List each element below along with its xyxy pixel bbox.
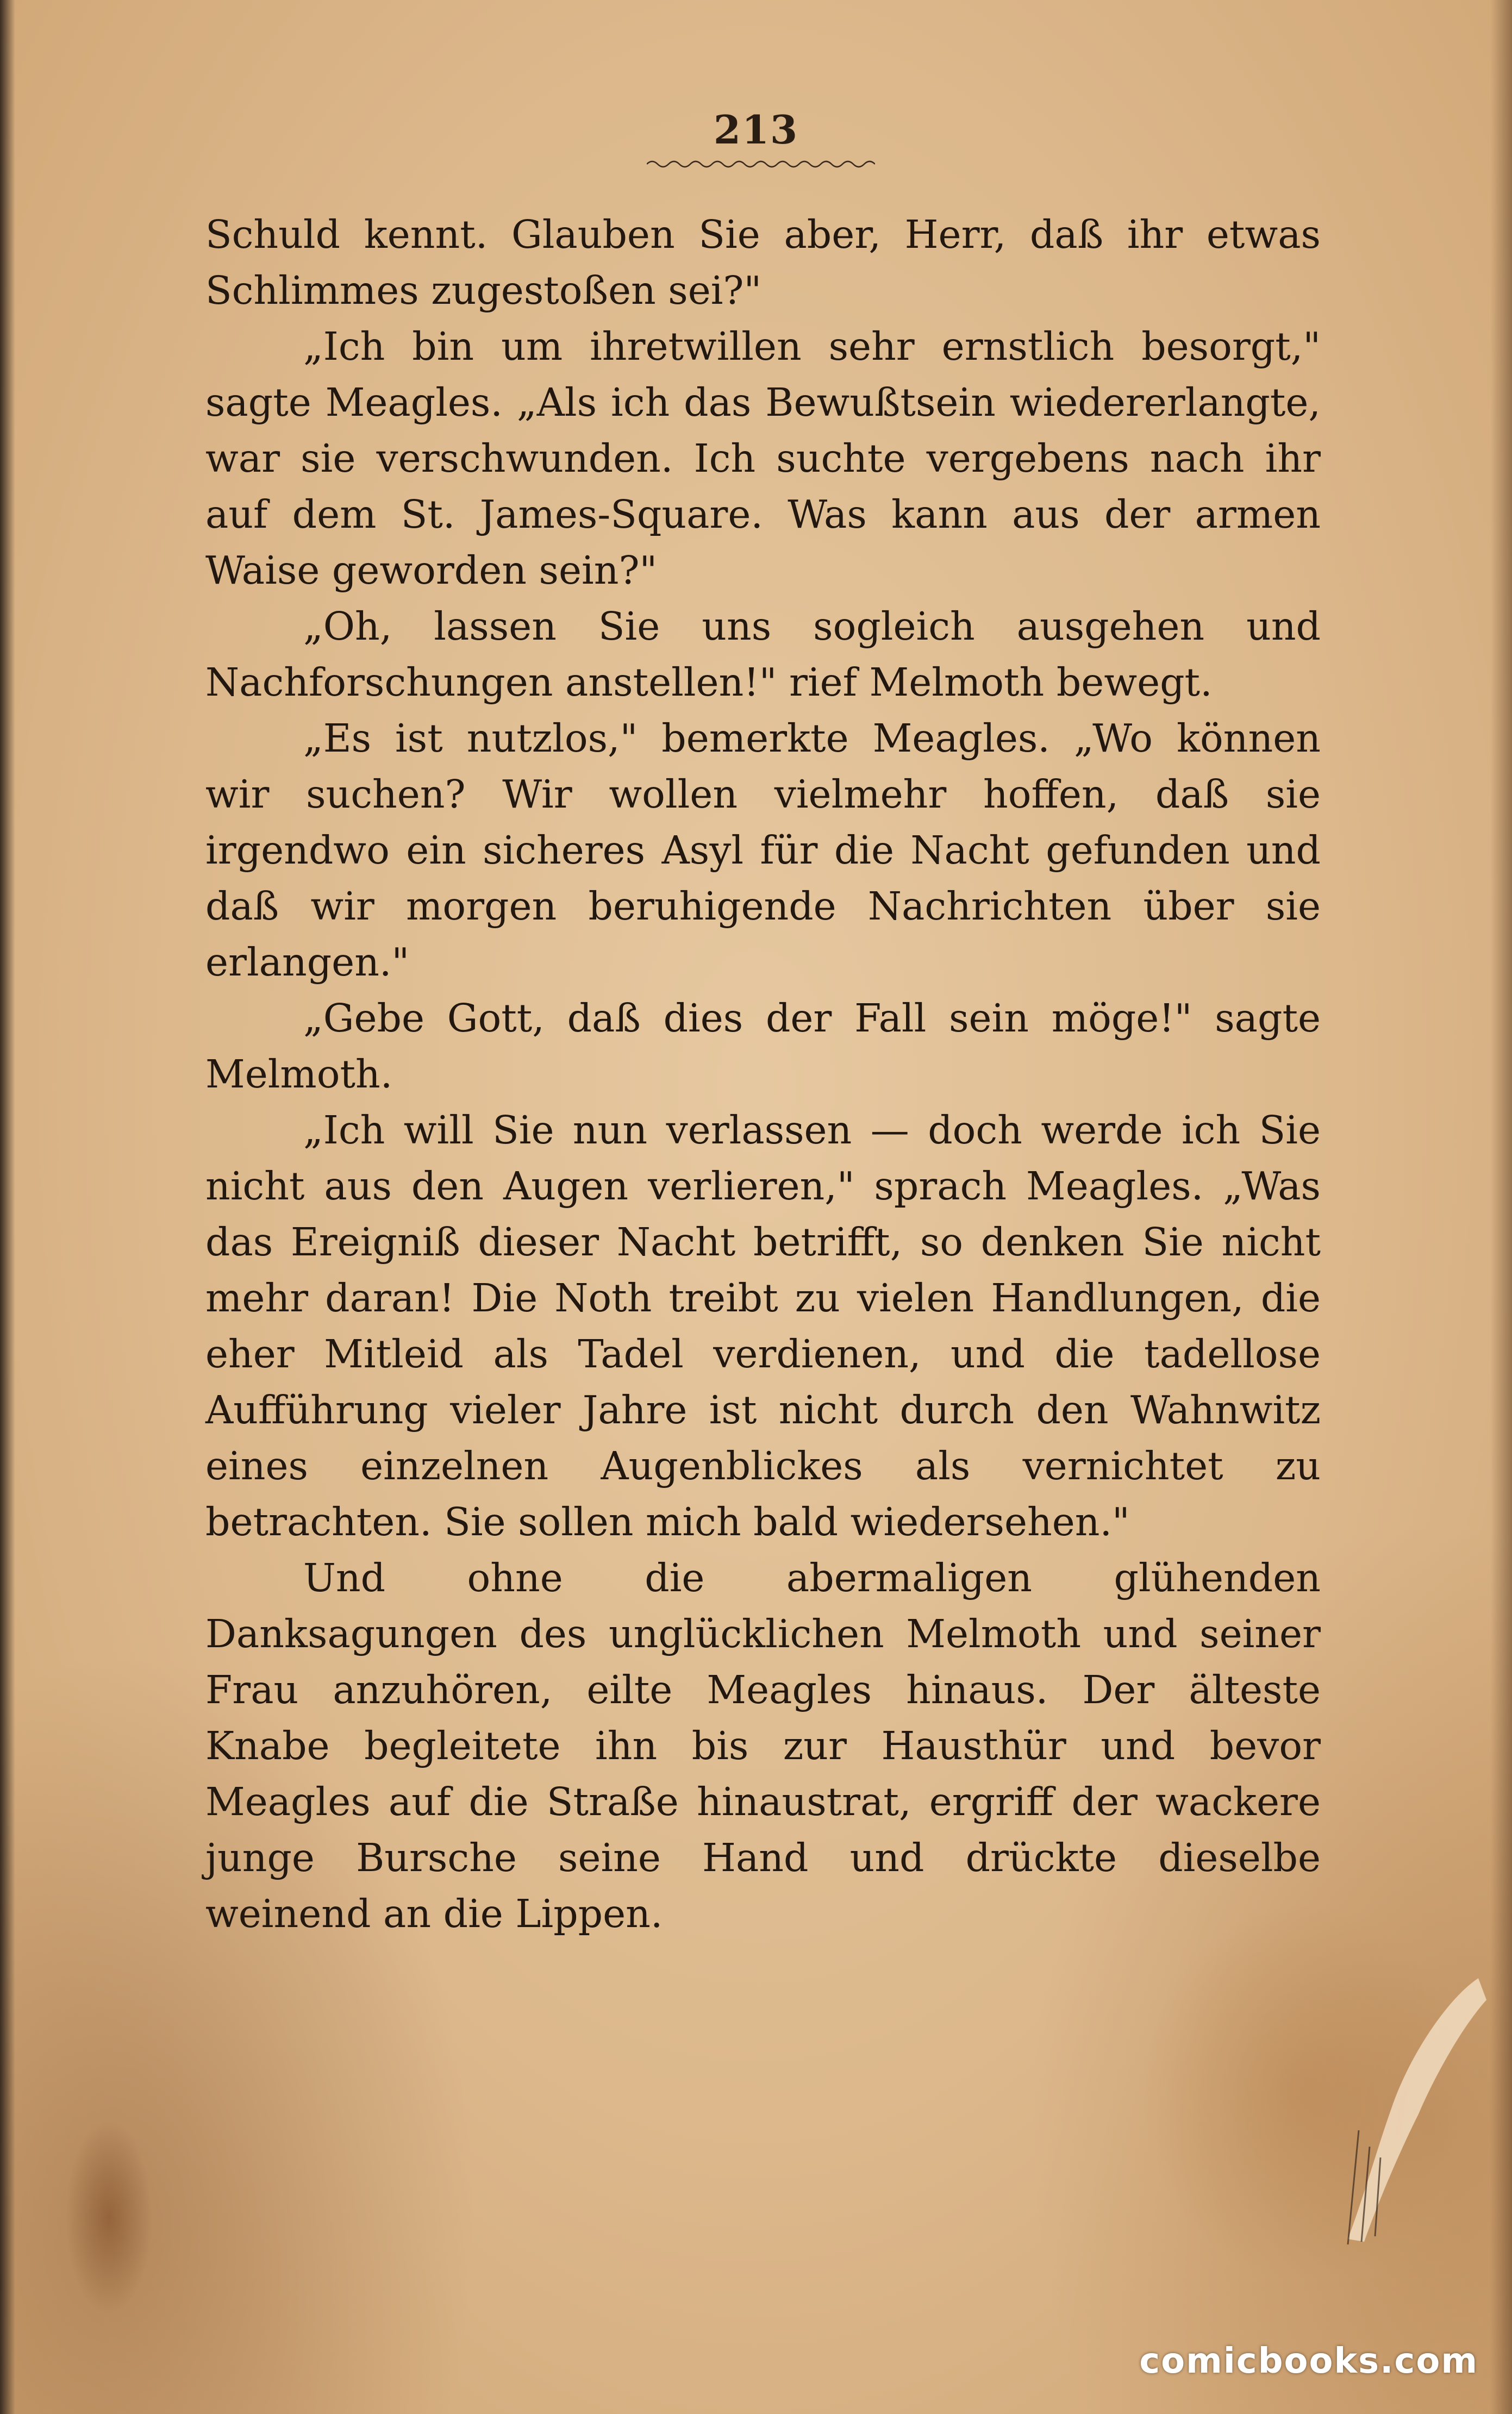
body-text <box>205 207 1321 1942</box>
ornamental-rule <box>647 158 875 171</box>
paper-stain <box>65 2119 152 2315</box>
paragraph: Schuld kennt. Glauben Sie aber, Herr, daß ihr etwas Schlimmes zugestoßen sei?" <box>205 212 1321 313</box>
paragraph: „Gebe Gott, daß dies der Fall sein möge!" sagte Melmoth. <box>205 996 1321 1097</box>
torn-paper-mark <box>1326 1967 1489 2250</box>
paragraph: Und ohne die abermaligen glühenden Danksagungen des unglücklichen Melmoth und seiner Frau anzuhören, eilte Meagles hinaus. Der älteste Knabe begleitete ihn bis zur Hausthür und bevor Meagles auf die Straße hinaustrat, ergriff der wackere junge Bursche seine Hand und drückte dieselbe weinend an die Lippen. <box>205 1555 1321 1936</box>
paragraph: „Ich will Sie nun verlassen — doch werde ich Sie nicht aus den Augen verlieren," sprach Meagles. „Was das Ereigniß dieser Nacht betrifft, so denken Sie nicht mehr daran! Die Noth treibt zu vielen Handlungen, die eher Mitleid als Tadel verdienen, und die tadellose Aufführung vieler Jahre ist nicht durch den Wahnwitz eines einzelnen Augenblickes als vernichtet zu betrachten. Sie sollen mich bald wiedersehen." <box>205 1108 1321 1544</box>
paragraph: „Es ist nutzlos," bemerkte Meagles. „Wo können wir suchen? Wir wollen vielmehr hoffen, daß sie irgendwo ein sicheres Asyl für die Nacht gefunden und daß wir morgen beruhigende Nachrichten über sie erlangen." <box>205 716 1321 985</box>
page-number: 213 <box>713 107 799 153</box>
paragraph: „Oh, lassen Sie uns sogleich ausgehen und Nachforschungen anstellen!" rief Melmoth bewegt. <box>205 604 1321 705</box>
watermark: comicbooks.com <box>1139 2341 1478 2381</box>
paragraph: „Ich bin um ihretwillen sehr ernstlich besorgt," sagte Meagles. „Als ich das Bewußtsein wiedererlangte, war sie verschwunden. Ich suchte vergebens nach ihr auf dem St. James-Square. Was kann aus der armen Waise geworden sein?" <box>205 324 1321 593</box>
